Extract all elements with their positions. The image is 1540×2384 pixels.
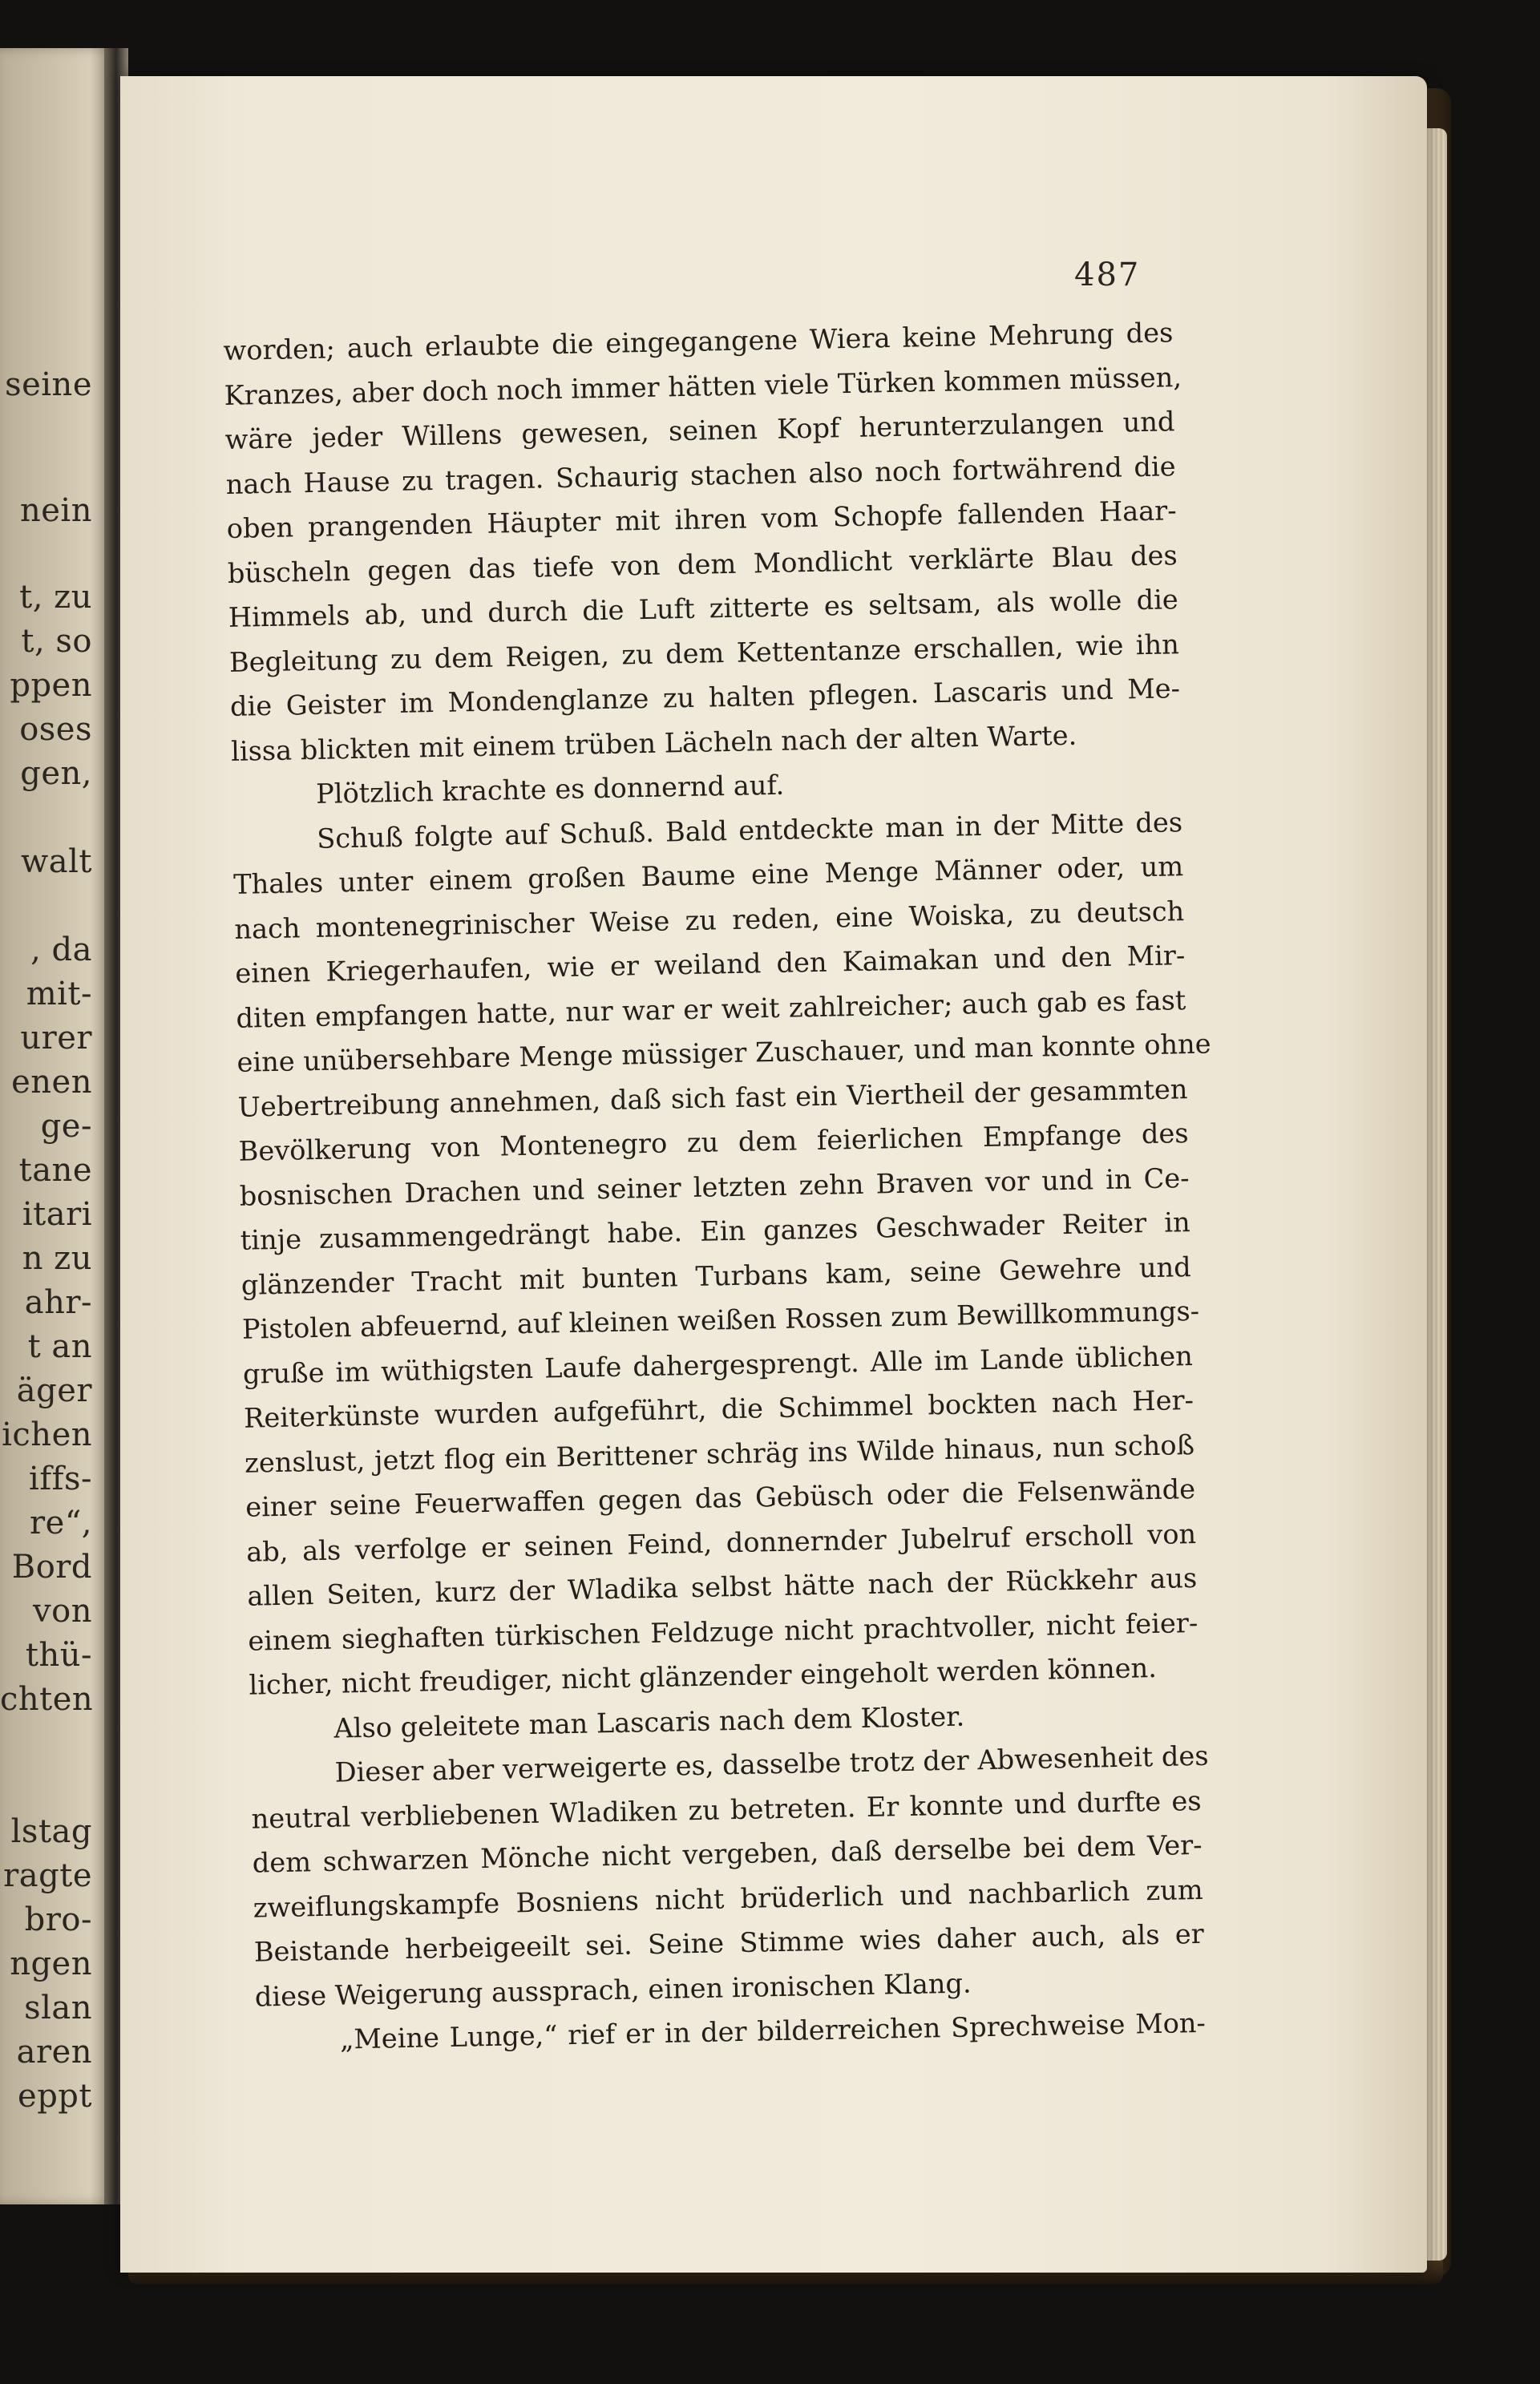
page-body-text <box>223 310 1211 2063</box>
text-line: Reiterkünste wurden aufgeführt, die Schimmel bockten nach Her- <box>243 1384 1194 1434</box>
text-line: Plötzlich krachte es donnernd auf. <box>315 769 785 810</box>
left-page-fragment: ppen <box>10 667 92 704</box>
left-page-fragment: re“, <box>30 1505 92 1542</box>
left-page-fragment: oses <box>19 711 92 748</box>
left-page-fragment: n zu <box>22 1240 92 1277</box>
text-line: einen Kriegerhaufen, wie er weiland den Kaimakan und den Mir- <box>235 939 1186 989</box>
left-page-fragment: walt <box>21 843 92 880</box>
left-page-fragment: bro- <box>24 1901 92 1938</box>
text-line: diten empfangen hatte, nur war er weit zahlreicher; auch gab es fast <box>236 984 1186 1034</box>
left-page-fragment: thü- <box>25 1637 92 1674</box>
left-page-fragment: Bord <box>11 1549 92 1586</box>
text-line: Thales unter einem großen Baume eine Menge Männer oder, um <box>232 851 1184 900</box>
text-line: gruße im wüthigsten Laufe dahergesprengt. Alle im Lande üblichen <box>242 1339 1194 1390</box>
text-line: licher, nicht freudiger, nicht glänzender eingeholt werden können. <box>249 1651 1158 1701</box>
left-page-fragment: itari <box>22 1196 92 1233</box>
text-line: Pistolen abfeuernd, auf kleinen weißen Rossen zum Bewillkommungs- <box>241 1295 1200 1345</box>
left-page-fragment: seine <box>5 366 92 403</box>
left-page-fragment: eppt <box>18 2078 92 2115</box>
text-line: „Meine Lunge,“ rief er in der bilderreichen Sprechweise Mon- <box>339 2006 1207 2055</box>
text-line: Uebertreibung annehmen, daß sich fast ein Viertheil der gesammten <box>237 1073 1188 1123</box>
left-page-fragment: von <box>33 1593 92 1630</box>
left-page-fragment: t an <box>27 1328 92 1365</box>
left-page-fragment: ichen <box>2 1416 92 1453</box>
text-line: neutral verbliebenen Wladiken zu betreten. Er konnte und durfte es <box>251 1784 1202 1835</box>
left-page-fragment: iffs- <box>29 1461 92 1497</box>
text-line: Schuß folgte auf Schuß. Bald entdeckte man in der Mitte des <box>316 806 1183 855</box>
left-page-fragment: nein <box>20 492 92 529</box>
left-page-fragment: ragte <box>3 1857 92 1894</box>
left-page-fragment: aren <box>16 2034 92 2071</box>
text-line: dem schwarzen Mönche nicht vergeben, daß derselbe bei dem Ver- <box>252 1828 1202 1879</box>
text-line: Bevölkerung von Montenegro zu dem feierlichen Empfange des <box>238 1117 1189 1167</box>
left-page-fragment: , da <box>30 931 92 968</box>
text-line: nach Hause zu tragen. Schaurig stachen also noch fortwährend die <box>225 450 1176 500</box>
left-page-fragment: ge- <box>40 1108 92 1145</box>
left-page-fragment: t, zu <box>19 579 92 616</box>
text-line: bosnischen Drachen und seiner letzten zehn Braven vor und in Ce- <box>239 1162 1190 1212</box>
left-page-fragment: t, so <box>21 623 92 660</box>
text-line: glänzender Tracht mit bunten Turbans kam, seine Gewehre und <box>240 1251 1192 1301</box>
text-line: oben prangenden Häupter mit ihren vom Schopfe fallenden Haar- <box>226 495 1177 544</box>
text-line: allen Seiten, kurz der Wladika selbst hätte nach der Rückkehr aus <box>246 1562 1198 1612</box>
text-line: diese Weigerung aussprach, einen ironischen Klang. <box>254 1966 972 2013</box>
page-number: 487 <box>1074 257 1141 293</box>
text-line: eine unübersehbare Menge müssiger Zuschauer, und man konnte ohne <box>236 1028 1211 1078</box>
left-page-fragment: äger <box>16 1372 92 1409</box>
text-line: Dieser aber verweigerte es, dasselbe trotz der Abwesenheit des <box>334 1740 1209 1788</box>
text-line: lissa blickten mit einem trüben Lächeln nach der alten Warte. <box>230 719 1077 767</box>
text-line: Begleitung zu dem Reigen, zu dem Kettentanze erschallen, wie ihn <box>228 628 1180 678</box>
text-line: Also geleitete man Lascaris nach dem Kloster. <box>333 1700 965 1744</box>
left-page-fragment: mit- <box>26 976 92 1012</box>
left-page-fragment: chten <box>0 1681 94 1718</box>
left-page-fragment: ngen <box>10 1946 92 1982</box>
text-line: wäre jeder Willens gewesen, seinen Kopf herunterzulangen und <box>224 406 1175 455</box>
text-line: Kranzes, aber doch noch immer hätten viele Türken kommen müssen, <box>224 361 1182 411</box>
text-line: tinje zusammengedrängt habe. Ein ganzes Geschwader Reiter in <box>240 1206 1190 1256</box>
left-page-fragment: tane <box>18 1152 92 1189</box>
left-page-fragment: urer <box>20 1020 92 1057</box>
left-page-fragment: slan <box>24 1990 92 2026</box>
text-line: einer seine Feuerwaffen gegen das Gebüsch oder die Felsenwände <box>245 1473 1196 1523</box>
text-line: Himmels ab, und durch die Luft zitterte es seltsam, als wolle die <box>228 584 1179 633</box>
left-page-fragment: lstag <box>10 1813 92 1850</box>
text-line: einem sieghaften türkischen Feldzuge nicht prachtvoller, nicht feier- <box>248 1606 1198 1657</box>
text-line: büscheln gegen das tiefe von dem Mondlicht verklärte Blau des <box>227 539 1178 589</box>
left-page-fragment: gen, <box>20 755 92 792</box>
text-line: nach montenegrinischer Weise zu reden, eine Woiska, zu deutsch <box>234 895 1185 945</box>
left-page-fragment: ahr- <box>24 1284 92 1321</box>
left-page-edge <box>0 48 112 2204</box>
left-page-fragment: enen <box>11 1064 92 1101</box>
text-line: ab, als verfolge er seinen Feind, donnernder Jubelruf erscholl von <box>245 1517 1197 1568</box>
text-line: zweiflungskampfe Bosniens nicht brüderlich und nachbarlich zum <box>253 1873 1203 1924</box>
text-line: zenslust, jetzt flog ein Berittener schräg ins Wilde hinaus, nun schoß <box>244 1428 1195 1479</box>
text-line: worden; auch erlaubte die eingegangene Wiera keine Mehrung des <box>223 317 1174 366</box>
text-line: Beistande herbeigeeilt sei. Seine Stimme wies daher auch, als er <box>253 1917 1205 1968</box>
text-line: die Geister im Mondenglanze zu halten pflegen. Lascaris und Me- <box>229 673 1181 722</box>
